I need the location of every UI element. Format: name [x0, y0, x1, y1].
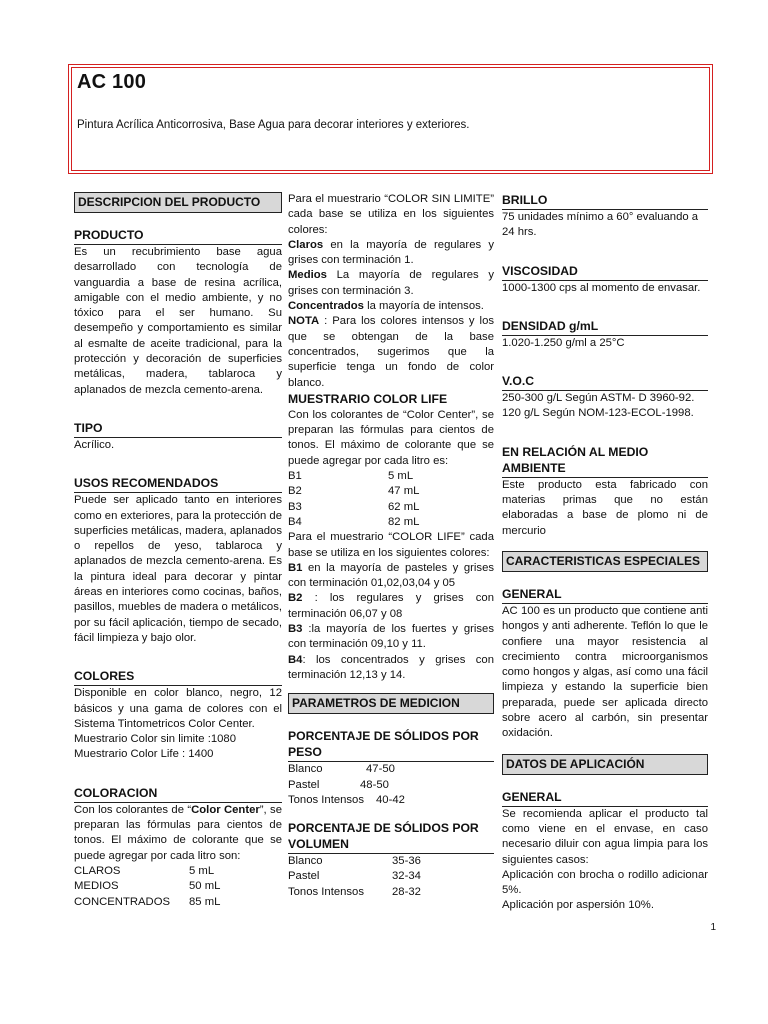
section-band-aplicacion: DATOS DE APLICACIÓN	[502, 754, 708, 775]
volumen-row: Pastel 32-34	[288, 870, 421, 883]
level-row: CONCENTRADOS 85 mL	[74, 895, 221, 908]
volumen-row: Blanco 35-36	[288, 855, 421, 868]
text-colores-line1: Muestrario Color sin limite :1080	[74, 733, 236, 746]
text-coloracion: Con los colorantes de “Color Center”, se preparan las fórmulas para cientos de tonos. El máximo de colorante que se puede agregar por cada litro son:	[74, 803, 282, 862]
text-densidad: 1.020-1.250 g/ml a 25°C	[502, 336, 625, 349]
text-b1: B1 en la mayoría de pasteles y grises con terminación 01,02,03,04 y 05	[288, 561, 494, 590]
column-middle	[288, 192, 494, 900]
heading-general-2: GENERAL	[502, 789, 708, 807]
text-voc-1: 250-300 g/L Según ASTM- D 3960-92.	[502, 392, 695, 405]
heading-usos: USOS RECOMENDADOS	[74, 475, 282, 493]
text-viscosidad: 1000-1300 cps al momento de envasar.	[502, 281, 701, 294]
base-row: B3 62 mL	[288, 500, 420, 513]
peso-row: Pastel 48-50	[288, 778, 389, 791]
heading-medio-ambiente: EN RELACIÓN AL MEDIO AMBIENTE	[502, 444, 708, 478]
heading-color-life: MUESTRARIO COLOR LIFE	[288, 391, 448, 406]
text-b4: B4: los concentrados y grises con terminación 12,13 y 14.	[288, 653, 494, 681]
text-voc-2: 120 g/L Según NOM-123-ECOL-1998.	[502, 407, 694, 420]
heading-densidad: DENSIDAD g/mL	[502, 318, 708, 336]
column-left	[74, 192, 282, 910]
heading-producto: PRODUCTO	[74, 227, 282, 245]
text-b2: B2 : los regulares y grises con terminación 06,07 y 08	[288, 592, 494, 620]
text-tipo: Acrílico.	[74, 438, 115, 451]
document-subtitle: Pintura Acrílica Anticorrosiva, Base Agua para decorar interiores y exteriores.	[77, 119, 470, 131]
text-usos: Puede ser aplicado tanto en interiores como en exteriores, para la protección de superficies metálicas, madera, aplanados o repellos de yeso, tablaroca y aplanados de mezcla cemento-arena. Es la pintura ideal para decorar y pintar áreas en interiores como cocinas, baños, pasillos, muebles de madera o metálicos, por su fácil aplicación, tiempo de secado, fácil limpieza y bajo olor.	[74, 494, 282, 644]
text-general-1: AC 100 es un producto que contiene anti hongos y anti adherente. Teflón lo que le confiere una mayor resistencia al crecimiento contra microorganismos como hongos y algas, así como una fácil limpieza y estando la superficie bien preparada, puede ser aplicada directo sobre acero al carbón, sin presentar oxidación.	[502, 604, 708, 740]
text-nota: NOTA : Para los colores intensos y los que se obtengan de la base concentrados, sugerimos que la superficie tenga un fondo de color blanco.	[288, 315, 494, 389]
text-concentrados: Concentrados la mayoría de intensos.	[288, 300, 484, 313]
document-title: AC 100	[77, 71, 147, 93]
heading-solidos-peso: PORCENTAJE DE SÓLIDOS POR PESO	[288, 728, 494, 762]
text-claros: Claros en la mayoría de regulares y grises con terminación 1.	[288, 238, 494, 267]
base-row: B1 5 mL	[288, 470, 414, 483]
section-band-caracteristicas: CARACTERISTICAS ESPECIALES	[502, 551, 708, 572]
heading-brillo: BRILLO	[502, 192, 708, 210]
text-medios: Medios La mayoría de regulares y grises con terminación 3.	[288, 269, 494, 297]
text-producto: Es un recubrimiento base agua desarrollado con tecnología de vanguardia a base de resina acrílica, amigable con el medio ambiente, y no tóxico para el ser humano. Su desempeño y comportamiento es similar al esmalte de aceite tradicional, para la protección y decoración de superficies metálicas, madera, tablaroca y aplanados de mezcla cemento-arena.	[74, 246, 282, 396]
text-general-2: Se recomienda aplicar el producto tal como viene en el envase, en caso necesario diluir con agua limpia para los siguientes casos:	[502, 807, 708, 866]
page-number: 1	[710, 922, 716, 933]
text-sin-limite: Para el muestrario “COLOR SIN LIMITE” cada base se utiliza en los siguientes colores:	[288, 193, 494, 236]
text-b3: B3 :la mayoría de los fuertes y grises con terminación 09,10 y 11.	[288, 623, 494, 651]
heading-solidos-volumen: PORCENTAJE DE SÓLIDOS POR VOLUMEN	[288, 820, 494, 854]
text-colores: Disponible en color blanco, negro, 12 básicos y una gama de colores con el Sistema Tintometricos Color Center.	[74, 687, 282, 730]
level-row: MEDIOS 50 mL	[74, 880, 221, 893]
volumen-row: Tonos Intensos 28-32	[288, 885, 421, 898]
heading-coloracion: COLORACION	[74, 785, 282, 803]
heading-colores: COLORES	[74, 668, 282, 686]
text-color-life: Con los colorantes de “Color Center”, se preparan las fórmulas para cientos de tonos. El máximo de colorante que se puede agregar por cada litro es:	[288, 408, 494, 467]
header-box	[68, 64, 713, 174]
text-general-2-line2: Aplicación por aspersión 10%.	[502, 899, 654, 912]
heading-general-1: GENERAL	[502, 586, 708, 604]
section-band-parametros: PARAMETROS DE MEDICION	[288, 693, 494, 714]
column-right	[502, 192, 708, 914]
text-medio-ambiente: Este producto esta fabricado con materias primas que no están elaboradas a base de plomo ni de mercurio	[502, 478, 708, 537]
peso-row: Tonos Intensos 40-42	[288, 793, 405, 806]
text-brillo: 75 unidades mínimo a 60° evaluando a 24 hrs.	[502, 211, 699, 239]
peso-row: Blanco 47-50	[288, 763, 395, 776]
heading-tipo: TIPO	[74, 420, 282, 438]
text-colores-line2: Muestrario Color Life : 1400	[74, 748, 214, 761]
section-band-descripcion: DESCRIPCION DEL PRODUCTO	[74, 192, 282, 213]
level-row: CLAROS 5 mL	[74, 864, 215, 877]
base-row: B2 47 mL	[288, 485, 420, 498]
heading-voc: V.O.C	[502, 373, 708, 391]
text-color-life-2: Para el muestrario “COLOR LIFE” cada base se utiliza en los siguientes colores:	[288, 531, 494, 559]
text-general-2-line1: Aplicación con brocha o rodillo adicionar 5%.	[502, 868, 708, 897]
base-row: B4 82 mL	[288, 515, 420, 528]
heading-viscosidad: VISCOSIDAD	[502, 263, 708, 281]
